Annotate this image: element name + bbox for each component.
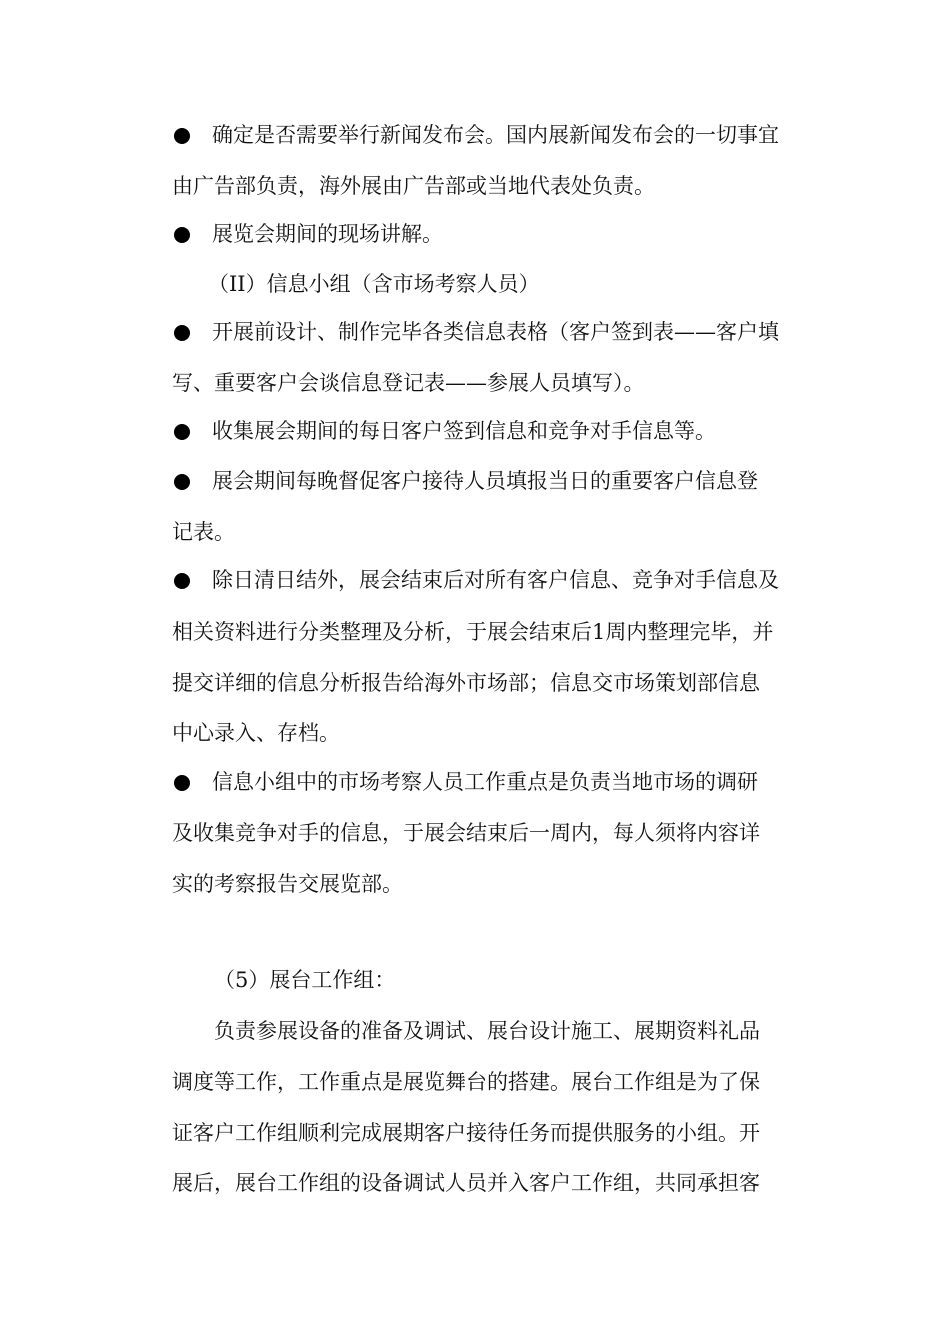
section-5-heading: （5）展台工作组： (214, 968, 396, 992)
bullet-icon (174, 424, 190, 440)
bullet-4-line-1: 收集展会期间的每日客户签到信息和竞争对手信息等。 (212, 419, 716, 443)
bullet-icon (174, 227, 190, 243)
section-5-line-4: 展后，展台工作组的设备调试人员并入客户工作组，共同承担客 (172, 1171, 760, 1195)
bullet-3-line-2: 写、重要客户会谈信息登记表——参展人员填写）。 (172, 371, 645, 395)
section-5-line-3: 证客户工作组顺利完成展期客户接待任务而提供服务的小组。开 (172, 1121, 760, 1145)
bullet-icon (174, 573, 190, 589)
bullet-icon (174, 775, 190, 791)
bullet-1-line-1: 确定是否需要举行新闻发布会。国内展新闻发布会的一切事宜 (212, 123, 779, 147)
bullet-icon (174, 325, 190, 341)
section-5-line-2: 调度等工作，工作重点是展览舞台的搭建。展台工作组是为了保 (172, 1070, 760, 1094)
bullet-7-line-2: 及收集竞争对手的信息，于展会结束后一周内，每人须将内容详 (172, 821, 760, 845)
bullet-icon (174, 474, 190, 490)
bullet-6-line-4: 中心录入、存档。 (172, 721, 340, 745)
bullet-6-line-1: 除日清日结外，展会结束后对所有客户信息、竞争对手信息及 (212, 568, 779, 592)
bullet-3-line-1: 开展前设计、制作完毕各类信息表格（客户签到表——客户填 (212, 320, 779, 344)
section-5-line-1: 负责参展设备的准备及调试、展台设计施工、展期资料礼品 (214, 1019, 760, 1043)
bullet-7-line-1: 信息小组中的市场考察人员工作重点是负责当地市场的调研 (212, 770, 758, 794)
bullet-6-line-3: 提交详细的信息分析报告给海外市场部；信息交市场策划部信息 (172, 671, 760, 695)
bullet-5-line-2: 记表。 (172, 520, 235, 544)
bullet-7-line-3: 实的考察报告交展览部。 (172, 872, 403, 896)
bullet-1-line-2: 由广告部负责，海外展由广告部或当地代表处负责。 (172, 174, 655, 198)
bullet-icon (174, 128, 190, 144)
bullet-2-line-1: 展览会期间的现场讲解。 (212, 222, 443, 246)
bullet-6-line-2: 相关资料进行分类整理及分析，于展会结束后1周内整理完毕，并 (172, 620, 774, 644)
subheading-info-group: （II）信息小组（含市场考察人员） (208, 272, 540, 296)
bullet-5-line-1: 展会期间每晚督促客户接待人员填报当日的重要客户信息登 (212, 469, 758, 493)
